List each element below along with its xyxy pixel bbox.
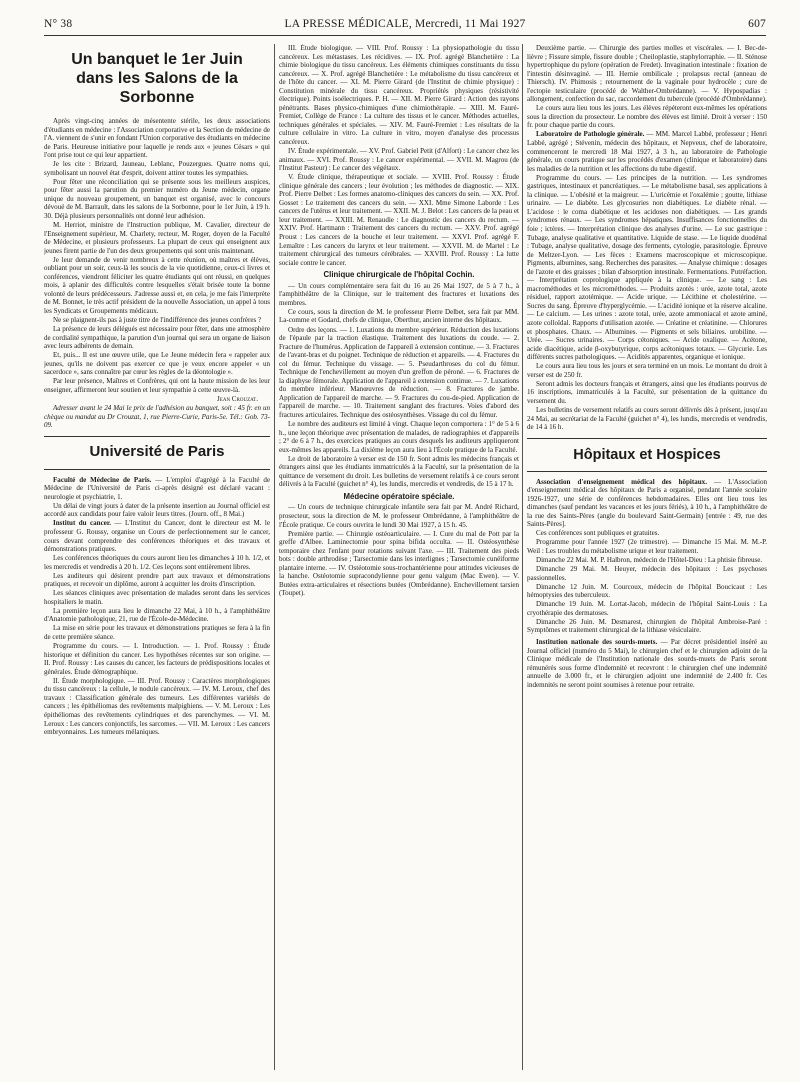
paragraph: Programme pour l'année 1927 (2e trimestre). — Dimanche 15 Mai. M. M.-P. Weil : Les troubles du métabolisme urique et leur traitement. (527, 538, 767, 555)
newspaper-title: LA PRESSE MÉDICALE, Mercredi, 11 Mai 1927 (284, 18, 526, 30)
paragraph: Les conférences théoriques du cours auront lieu les dimanches à 10 h. 1/2, et les mercredis et vendredis à 20 h. 1/2. Ces leçons sont entièrement libres. (44, 554, 270, 571)
paragraph: Pour fêter une réconciliation qui se présente sous les meilleurs auspices, pour fêter aussi la parution du premier numéro du Jeune médecin, organe unique du nouveau groupement, un banquet est organisé, avec le concours dévoué de M. Barrault, dans les salons de la Sorbonne, pour le 1er Juin, à 19 h. 30. Déjà plusieurs personnalités ont donné leur adhésion. (44, 177, 270, 221)
paragraph: Je les cite : Brizard, Jauneau, Leblanc, Pouzergues. Quatre noms qui, symbolisant un nouvel état d'esprit, doivent attirer toutes les sympathies. (44, 160, 270, 177)
masthead (44, 18, 766, 36)
assoc-heading: Association d'enseignement médical des hôpitaux. (536, 477, 707, 486)
sourds-heading: Institution nationale des sourds-muets. (536, 637, 658, 646)
issue-number: N° 38 (44, 18, 73, 30)
paragraph: Dimanche 12 Juin. M. Courcoux, médecin de l'hôpital Boucicaut : Les hémoptysies des tuberculeux. (527, 582, 767, 600)
faculty-text: — L'emploi d'agrégé à la Faculté de Médecine de l'Université de Paris ci-après désigné est déclaré vacant : neurologie et psychiatrie, 1. (44, 475, 270, 501)
paragraph: Première partie. — Chirurgie ostéoarticulaire. — I. Cure du mal de Pott par la greffe d'Albee. Laminectomie pour spina bifida occulta. — II. Ostéosynthèse temporaire chez l'enfant pour rotations suivant l'axe. — III. Traitement des pieds bots : double arthrodèse ; Tarsectomie dans les interlignes ; Tarsectomie cunéiforme plantaire interne. — IV. Ostéotomie sous-trochantérienne pour attitudes vicieuses de la hanche. Ostéotomie supracondylienne pour genu valgum (Mac Ewen). — V. Butées extra-articulaires et résections butées (Ombrédanne). Enchevillement tarsien (Toupet). (279, 529, 519, 598)
paragraph (527, 638, 767, 689)
paragraph: Dimanche 19 Juin. M. Lortat-Jacob, médecin de l'hôpital Saint-Louis : La cryothérapie des dermatoses. (527, 600, 767, 617)
paragraph: Les séances cliniques avec présentation de malades seront dans les services hospitaliers le matin. (44, 589, 270, 606)
paragraph: Dimanche 26 Juin. M. Desmarest, chirurgien de l'hôpital Ambroise-Paré : Symptômes et traitement chirurgical de la lithiase vésiculaire. (527, 617, 767, 635)
banquet-notice: Adresser avant le 24 Mai le prix de l'adhésion au banquet, soit : 45 fr. en un chèque ou mandat au Dr Crouzat, 1, rue Pierre-Curie, Paris-5e. Tél.: Gob. 73-09. (44, 404, 270, 430)
paragraph: Le cours aura lieu tous les jours et sera terminé en un mois. Le montant du droit à verser est de 250 fr. (527, 362, 767, 379)
paragraph (527, 478, 767, 529)
paragraph: Programme du cours. — Les principes de la nutrition. — Les syndromes gastriques, intestinaux et pancréatiques. — Le métabolisme basal, ses applications à la clinique. — L'obésité et la maigreur. — L'uricémie et l'oxalémie ; goutte, lithiase urinaire. — Le diabète. Les glycosuries non diabétiques. Le diabète rénal. — L'acidose : le coma diabétique et les acidoses non diabétiques. — Les grands syndromes rénaux. — Les syndromes hépatiques. Insuffisances fonctionnelles du foie ; ictères. — Interprétation clinique des analyses d'urine. — Le suc gastrique : Tubage, analyse qualitative et quantitative. Liquide de stase. — Le liquide duodénal : Tubage, analyse qualitative, dosage des ferments, cytologie, parasitologie. Épreuve de Meltzer-Lyon. — Les fèces : Examens macroscopique et microscopique. Pigments, albumines, sang. Recherches des parasites. — Analyse chimique : dosages de l'azote et des graisses ; bilan d'absorption intestinale. Fermentations. Putréfaction. — Interprétation coprologique appliquée à la clinique. — Le sang : Les macrométhodes et les microméthodes. — Produits azotés : urée, azote total, azote résiduel, rapport azotémique. — Acide urique. — Lécithine et cholestérine. — Sucres du sang. Épreuve d'hyperglycémie. — L'acidité ionique et la réserve alcaline. — Le calcium. — Les urines : azote total, urée, azote ammoniacal et azote aminé, azote colloïdal. Rapports d'utilisation azotée. — Créatine et créatinine. — Chlorures et phosphates. Chaux. — Albumines. — Pigments et sels biliaires. urobiline. — Urée. — Sucres urinaires. — Corps cétoniques. — Acide oxalique. — Acétone, acide diacétique, acide β-oxybutyrique, corps acétoniques totaux. — Glycurie. Les différents sucres pathologiques. — Acidités apparentes, organique et ionique. (527, 173, 767, 362)
sourds-text: — Par décret présidentiel inséré au Journal officiel (numéro du 5 Mai), le chirurgien chef et le chirurgien adjoint de la Clinique médicale de l'Institution nationale des sourds-muets de Paris seront rémunérés sous forme d'indemnité et recevront : le chirurgien chef une indemnité annuelle de 3.000 fr., et le chirurgien adjoint une indemnité de 2.400 fr. Ces indemnités ne seront point soumises à retenue pour retraite. (527, 637, 767, 689)
paragraph: La présence de leurs délégués est nécessaire pour fêter, dans une atmosphère de cordialité sympathique, la parution d'un journal qui sera un organe de liaison avec leurs adhérents de demain. (44, 325, 270, 351)
page-number: 607 (748, 18, 766, 30)
faculty-heading: Faculté de Médecine de Paris. (53, 475, 152, 484)
labo-heading: Laboratoire de Pathologie générale. (536, 130, 645, 139)
column-rule (522, 44, 523, 1070)
paragraph: Dimanche 29 Mai. M. Heuyer, médecin des hôpitaux : Les psychoses passionnelles. (527, 565, 767, 582)
paragraph: M. Herriot, ministre de l'Instruction publique, M. Cavalier, directeur de l'Enseignement supérieur, M. Charlety, recteur, M. Roger, doyen de la Faculté de Médecine, et plusieurs professeurs. La plupart de ceux qui enseignent aux jeunes firent partie de l'un des deux groupements qui sont unis maintenant. (44, 221, 270, 255)
paragraph: Programme du cours. — I. Introduction. — 1. Prof. Roussy : Étude historique et définition du cancer. Les hypothèses récentes sur son origine. — II. Prof. Roussy : Les causes du cancer, les facteurs de prédispositions locales et générales. Étude démographique. (44, 642, 270, 676)
cancer-heading: Institut du cancer. (53, 519, 112, 528)
signature: Jean Crouzat. (217, 395, 258, 403)
paragraph: Deuxième partie. — Chirurgie des parties molles et viscérales. — I. Bec-de-lièvre ; Fissure simple, fissure double ; Cheiloplastie, staphylorraphie. — II. Sténose hypertrophique du pylore (opération de Fredet). Invagination intestinale : fixation de l'intestin désinvaginé. — III. Hernie ombilicale ; prolapsus rectal (anneau de Thiersch). IV. Phimosis ; retournement de la vaginale pour hydrocèle ; cure de l'ectopie testiculaire (procédé de Walther-Ombrédanne). — V. Hypospadias : allongement, confection du sac, raccordement du tubercule (procédé d'Ombrédanne). (527, 44, 767, 104)
section-divider (44, 469, 270, 470)
paragraph: Le droit de laboratoire à verser est de 150 fr. Sont admis les médecins français et étrangers ainsi que les étudiants immatriculés à la Faculté, sur la présentation de la quittance de versement du droit. Les bulletins de versement relatifs à ce cours seront délivrés à la Faculté (guichet n° 4), les lundis, mercredis et vendredis, de 15 à 17 h. (279, 454, 519, 489)
paragraph: Ces conférences sont publiques et gratuites. (536, 529, 660, 538)
cancer-text: — L'Institut du Cancer, dont le directeur est M. le professeur G. Roussy, organise un Cours de perfectionnement sur le cancer, cours devant comprendre des conférences théoriques et des travaux et démonstrations pratiques. (44, 519, 270, 554)
column-1 (44, 44, 270, 1072)
column-3 (527, 44, 767, 1072)
paragraph: Seront admis les docteurs français et étrangers, ainsi que les étudiants pourvus de 16 inscriptions, immatriculés à la Faculté, sur présentation de la quittance du versement du. (527, 379, 767, 405)
paragraph: Ordre des leçons. — 1. Luxations du membre supérieur. Réduction des luxations de l'épaule par la traction élastique. Traitement des luxations du coude. — 2. Fracture de l'humérus. Application de l'appareil à extension continue. — 3. Fractures de l'avant-bras et du poignet. Technique de réduction et appareils. — 4. Fractures du col du fémur. Technique du vissage. — 5. Pseudarthroses du col du fémur. Technique de l'enchevillement au moyen d'un greffon de péroné. — 6. Fractures de la diaphyse fémorale. Application de l'appareil à extension continue. — 7. Luxations du membre inférieur. Manœuvres de réduction. — 8. Fractures de jambe. Application de l'appareil de marche. — 9. Fractures du cou-de-pied. Application de l'appareil de marche. — 10. Traitement sanglant des fractures. Voies d'abord des fractures articulaires. Technique des ostéosynthèses. Vissage du col du fémur. (279, 325, 519, 419)
paragraph: Les auditeurs qui désirent prendre part aux travaux et démonstrations pratiques, et recevoir un diplôme, auront à acquitter les droits d'inscription. (44, 571, 270, 589)
cochin-heading: Clinique chirurgicale de l'hôpital Cochin. (323, 270, 475, 280)
paragraph: Le cours aura lieu tous les jours. Les élèves répéteront eux-mêmes les opérations sous la direction du prosecteur. Le nombre des élèves est limité. Droit à verser : 150 fr. pour chaque partie du cours. (527, 104, 767, 130)
paragraph (527, 130, 767, 173)
paragraph: La première leçon aura lieu le dimanche 22 Mai, à 10 h., à l'amphithéâtre d'Anatomie pathologique, 21, rue de l'École-de-Médecine. (44, 606, 270, 624)
banquet-title (44, 50, 270, 107)
paragraph: Par leur présence, Maîtres et Confrères, qui ont la haute mission de les leur enseigner, affirmeront leur soutien et leur sympathie à cette œuvre-là. (44, 377, 270, 394)
paragraph: Ne se plaignent-ils pas à juste titre de l'indifférence des jeunes confrères ? (53, 316, 262, 325)
paragraph: V. Étude clinique, thérapeutique et sociale. — XVIII. Prof. Roussy : Étude clinique générale des cancers ; leur évolution ; les méthodes de diagnostic. — XIX. Prof. Pierre Delbet : Les formes anatomo-cliniques des cancers du sein. — XX. Prof. Gosset : Le traitement des cancers du sein. — XXI. Mme Simone Laborde : Les cancers de l'utérus et leur traitement. — XXII. M. J. Belot : Les cancers de la peau et leur traitement. — XXIII. M. Renaudie : Le diagnostic des cancers du rectum. — XXIV. Prof. Hartmann : Traitement des cancers du rectum. — XXV. Prof. agrégé Proust : Les cancers de la bouche et leur traitement. — XXVI. Prof. agrégé F. Lemaître : Les cancers du larynx et leur traitement. — XXVII. M. de Martel : Le traitement chirurgical des tumeurs cérébrales. — XXVIII. Prof. Roussy : La lutte sociale contre le cancer. (279, 173, 519, 267)
paragraph: II. Étude morphologique. — III. Prof. Roussy : Caractères morphologiques du tissu cancéreux : la cellule, le nodule cancéreux. — IV. M. Leroux, chef des travaux : Classification générale des tumeurs. Les différentes variétés de cancers ; les épithéliomas des revêtements malpighiens. — V. M. Leroux : Les épithéliomas des revêtements cylindriques et des parenchymes. — VI. M. Leroux : Les cancers conjonctifs, les sarcomes. — VII. M. Leroux : Les cancers embryonnaires. Les tumeurs mélaniques. (44, 676, 270, 737)
hopitaux-title: Hôpitaux et Hospices (573, 446, 721, 463)
paragraph: — Un cours complémentaire sera fait du 16 au 26 Mai 1927, de 5 à 7 h., à l'amphithéâtre de la Clinique, sur le traitement des fractures et luxations des membres. (279, 281, 519, 307)
section-divider (527, 438, 767, 439)
banquet-article (44, 117, 270, 430)
column-2 (279, 44, 519, 1072)
paragraph: Un délai de vingt jours à dater de la présente insertion au Journal officiel est accordé aux candidats pour faire valoir leurs titres. (Journ. off., 8 Mai.) (44, 501, 270, 519)
labo-text: — MM. Marcel Labbé, professeur ; Henri Labbé, agrégé ; Stévenin, médecin des hôpitaux, et Nepveux, chef de laboratoire, commenceront le mercredi 18 Mai 1927, à 3 h., au laboratoire de Pathologie générale, un cours pratique sur les procédés d'examen (clinique et laboratoire) dans les maladies de la nutrition et les affections du tube digestif. (527, 130, 767, 173)
paragraph: Dimanche 22 Mai. M. P. Halbron, médecin de l'Hôtel-Dieu : La phtisie fibreuse. (536, 556, 763, 565)
paragraph: Les bulletins de versement relatifs au cours seront délivrés dès à présent, jusqu'au 24 Mai, au secrétariat de la Faculté (guichet n° 4), les lundis, mercredis et vendredis, de 14 à 16 h. (527, 405, 767, 432)
banquet-title-line-2: dans les Salons de la Sorbonne (76, 70, 238, 106)
paragraph: Le nombre des auditeurs est limité à vingt. Chaque leçon comportera : 1° de 5 à 6 h., une leçon théorique avec présentation de malades, de radiographies et d'appareils ; 2° de 6 à 7 h., des exercices pratiques au cours desquels les auditeurs appliqueront eux-mêmes les appareils. La dixième leçon aura lieu à l'École pratique de la Faculté. (279, 420, 519, 454)
section-divider (527, 471, 767, 472)
section-divider (44, 436, 270, 437)
paragraph: Et, puis... Il est une œuvre utile, que Le Jeune médecin fera « rappeler aux jeunes, qu'ils ne doivent pas exercer ce que je veux encore appeler « un sacerdoce », sans connaître par cœur les règles de la déontologie ». (44, 351, 270, 377)
banquet-title-line-1: Un banquet le 1er Juin (71, 51, 243, 68)
column-rule (274, 44, 275, 1070)
paragraph: Je leur demande de venir nombreux à cette réunion, où maîtres et élèves, oubliant pour un soir, ceux-là les soucis de la vie quotidienne, ceux-ci livres et conférences, viendront féliciter les quatre étudiants qui ont réussi, en quelques mois, à aplanir des difficultés contre lesquelles s'était brisée toute la bonne volonté de leurs prédécesseurs. J'adresse aussi et, en cela, je me fais l'interprète de M. Bonnet, le très actif président de la nouvelle Association, un appel à tous les Syndicats et Groupements médicaux. (44, 255, 270, 316)
paragraph (44, 519, 270, 553)
paragraph: IV. Étude expérimentale. — XV. Prof. Gabriel Petit (d'Alfort) : Le cancer chez les animaux. — XVI. Prof. Roussy : Le cancer expérimental. — XVII. M. Magrou (de l'Institut Pasteur) : Le cancer des végétaux. (279, 147, 519, 173)
paragraph: Après vingt-cinq années de mésentente stérile, les deux associations d'étudiants en médecine : l'Association corporative et la Section de médecine de l'A. viennent de s'unir en fondant l'Union corporative des étudiants en médecine de Paris. Heureuse initiative pour laquelle je rends aux « jeunes Césars » qui l'ont prise tout ce qui leur appartient. (44, 117, 270, 160)
paragraph: La mise en série pour les travaux et démonstrations pratiques se fera à la fin de cette première séance. (44, 624, 270, 642)
paragraph: III. Étude biologique. — VIII. Prof. Roussy : La physiopathologie du tissu cancéreux. Les métastases. Les récidives. — IX. Prof. agrégé Blanchetière : La chimie biologique du tissu cancéreux. Les éléments chimiques constituants du tissu cancéreux. — X. Prof. agrégé Blanchetière : Le métabolisme du tissu cancéreux et de l'hôte du cancer. — XI. M. Pierre Girard (de l'Institut de chimie physique) : Constitution minérale du tissu cancéreux. Propriétés physiques (résistivité électrique). Points isoélectriques. P. H. — XII. M. Pierre Girard : Action des rayons pénétrants. Bases physico-chimiques d'une chimiothérapie. — XIII. M. Fauré-Fremiet, Collège de France : La culture des tissus et le cancer. Méthodes actuelles, techniques générales et spéciales. — XIV. M. Fauré-Fremiet : Les résultats de la culture cellulaire in vitro. La culture in vitro, moyen d'analyse des processus cancéreux. (279, 44, 519, 147)
header-rule (44, 35, 766, 36)
assoc-text: — L'Association d'enseignement médical des hôpitaux de Paris a organisé, pendant l'année scolaire 1926-1927, une série de conférences hebdomadaires. Elles ont lieu tous les dimanches (sauf pendant les vacances et les jours fériés), à 10 h., à l'amphithéâtre de la rue des Saints-Pères (angle du boulevard Saint-Germain) [entrée : 49, rue des Saints-Pères]. (527, 477, 767, 529)
paragraph: — Un cours de technique chirurgicale infantile sera fait par M. André Richard, prosecteur, sous la direction de M. le professeur Ombrédanne, à l'amphithéâtre de l'École pratique. Ce cours ouvrira le lundi 30 Mai 1927, à 15 h. 45. (279, 503, 519, 529)
medecine-op-heading: Médecine opératoire spéciale. (343, 491, 455, 501)
paragraph: Ce cours, sous la direction de M. le professeur Pierre Delbet, sera fait par MM. La-comme et Godard, chefs de clinique, Oberthur, ancien interne des hôpitaux. (279, 307, 519, 325)
universite-title: Université de Paris (89, 442, 225, 460)
paragraph (44, 476, 270, 502)
